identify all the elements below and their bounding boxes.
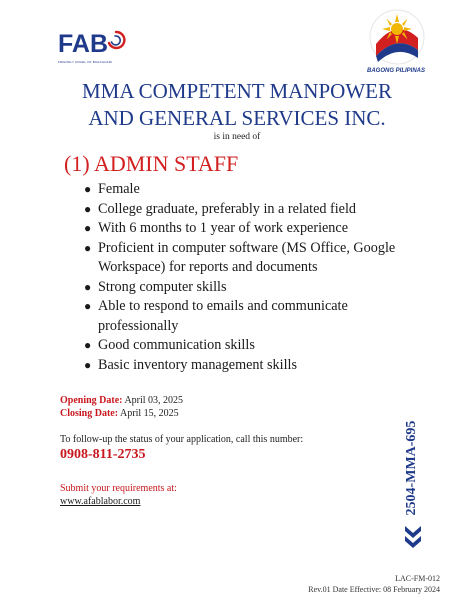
fab-logo [58,30,138,70]
followup-text: To follow-up the status of your application, call this number: [60,434,304,445]
requirements-list [84,180,424,375]
bullet-icon: ● [84,299,92,313]
company-name-line1: MMA COMPETENT MANPOWER [82,79,392,103]
bullet-icon: ● [84,182,92,196]
requirement-text: Able to respond to emails and communicate professionally [98,298,348,334]
bullet-icon: ● [84,357,92,372]
double-chevron-down-icon [402,524,424,552]
list-item [84,180,424,200]
opening-date-label: Opening Date: [60,395,123,406]
requirement-text: With 6 months to 1 year of work experience [98,220,348,236]
bullet-icon: ● [84,201,92,216]
reference-code [404,418,420,518]
list-item [84,336,424,356]
company-name [0,78,474,132]
revision-info: Rev.01 Date Effective: 08 February 2024 [308,585,440,594]
bullet-icon: ● [84,338,92,352]
bullet-icon: ● [84,240,92,255]
reference-code-text: 2504-MMA-695 [404,420,419,516]
bullet-icon: ● [84,279,92,294]
requirement-text: College graduate, preferably in a related field [98,200,357,217]
footer [308,573,440,595]
requirement-text: Basic inventory management skills [98,356,297,373]
requirement-text: Good communication skills [98,337,255,353]
fab-swirl-icon [106,30,126,50]
opening-date-value: April 03, 2025 [124,395,184,406]
requirement-text: Strong computer skills [98,278,227,295]
bullet-icon: ● [84,221,92,235]
dates-block [60,394,183,420]
form-code: LAC-FM-012 [395,574,440,583]
list-item [84,239,424,278]
company-name-line2: AND GENERAL SERVICES INC. [88,106,386,130]
phone-number: 0908-811-2735 [60,447,146,462]
closing-date-label: Closing Date: [60,408,119,419]
opening-date [60,394,183,407]
submit-text: Submit your requirements at: [60,483,177,494]
list-item [84,219,424,239]
list-item [84,278,424,298]
seal-caption: BAGONG PILIPINAS [366,68,425,74]
need-text: is in need of [213,132,261,142]
position-title: (1) ADMIN STAFF [64,151,239,176]
website-link[interactable]: www.afablabor.com [60,496,141,507]
closing-date [60,407,183,420]
fab-tagline: FRIENDLY ANGEL OF BAHAGHARI [58,60,113,64]
fab-logo-text: FAB [58,30,108,58]
requirement-text: Proficient in computer software (MS Office, Google Workspace) for reports and documents [98,239,396,275]
requirement-text: Female [98,181,140,197]
closing-date-value: April 15, 2025 [120,408,179,419]
list-item [84,200,424,220]
bagong-pilipinas-seal-icon [368,8,426,66]
list-item [84,356,424,376]
list-item [84,297,424,336]
